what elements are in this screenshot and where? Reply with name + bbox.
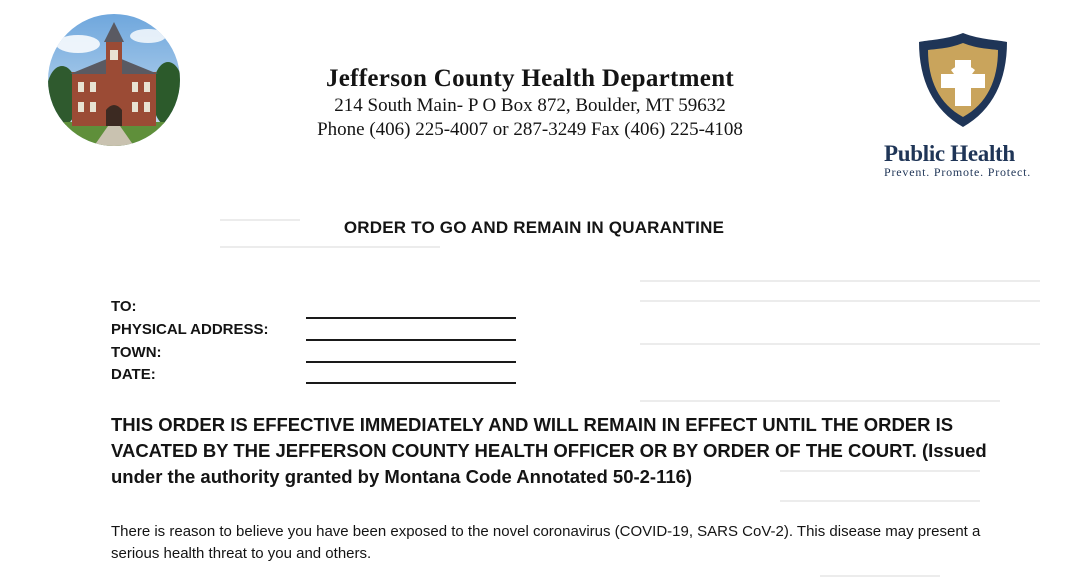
bleed-through-line	[640, 300, 1040, 302]
bleed-through-line	[780, 500, 980, 502]
field-line-physical-address	[306, 339, 516, 341]
field-line-to	[306, 317, 516, 319]
bleed-through-line	[640, 343, 1040, 345]
department-address: 214 South Main- P O Box 872, Boulder, MT 59632	[334, 95, 726, 116]
bleed-through-line	[640, 280, 1040, 282]
department-name: Jefferson County Health Department	[325, 65, 735, 92]
bleed-through-line	[220, 246, 440, 248]
public-health-logo-tagline: Prevent. Promote. Protect.	[884, 165, 1032, 179]
letterhead	[250, 64, 810, 142]
field-label-physical-address: PHYSICAL ADDRESS:	[111, 321, 269, 338]
bleed-through-line	[640, 400, 1000, 402]
field-label-to: TO:	[111, 298, 137, 315]
department-phone-fax: Phone (406) 225-4007 or 287-3249 Fax (406) 225-4108	[317, 119, 743, 140]
field-label-town: TOWN:	[111, 344, 162, 361]
field-label-date: DATE:	[111, 366, 156, 383]
public-health-logo-name: Public Health	[884, 141, 1015, 166]
reason-paragraph: There is reason to believe you have been exposed to the novel coronavirus (COVID-19, SARS CoV-2). This disease may present a serious health threat to you and others.	[111, 523, 981, 562]
field-line-town	[306, 361, 516, 363]
effective-statement: THIS ORDER IS EFFECTIVE IMMEDIATELY AND WILL REMAIN IN EFFECT UNTIL THE ORDER IS VACATED BY THE JEFFERSON COUNTY HEALTH OFFICER OR BY ORDER OF THE COURT. (Issued under the authority granted by Montana Code Annotated 50-2-116)	[111, 414, 987, 487]
public-health-shield-icon	[913, 30, 1013, 130]
document-title: ORDER TO GO AND REMAIN IN QUARANTINE	[343, 218, 725, 237]
courthouse-seal-image	[48, 14, 180, 146]
field-line-date	[306, 382, 516, 384]
bleed-through-line	[820, 575, 940, 577]
